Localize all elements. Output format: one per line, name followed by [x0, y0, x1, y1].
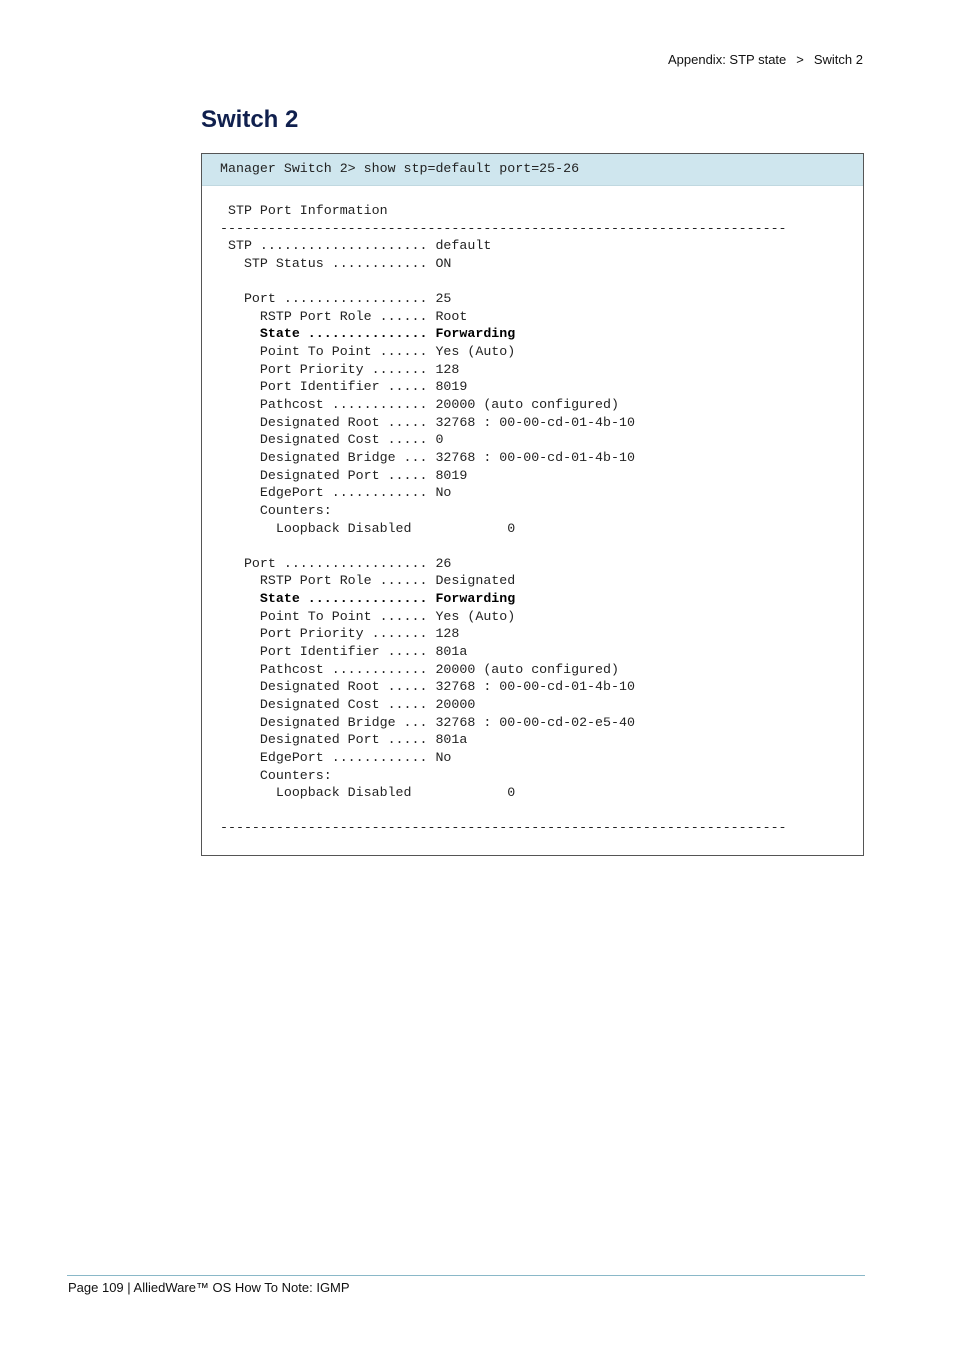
cli-output-line: Pathcost ............ 20000 (auto configured) [220, 661, 619, 677]
cli-output-line: STP Status ............ ON [220, 255, 452, 271]
cli-output-line: State ............... Forwarding [220, 326, 516, 342]
breadcrumb-separator: > [796, 52, 804, 67]
cli-output-line: Designated Cost ..... 20000 [220, 696, 476, 712]
cli-output-line: ----------------------------------------------------------------------- [220, 220, 787, 236]
cli-output [202, 186, 863, 837]
cli-output-line [220, 802, 863, 820]
cli-output-line: RSTP Port Role ...... Root [220, 308, 468, 324]
cli-output-line: Port .................. 26 [220, 555, 452, 571]
cli-output-line: Designated Bridge ... 32768 : 00-00-cd-01-4b-10 [220, 449, 635, 465]
cli-output-line: Counters: [220, 502, 332, 518]
cli-output-line: Port .................. 25 [220, 291, 452, 307]
page-title: Switch 2 [201, 106, 299, 133]
cli-output-line: EdgePort ............ No [220, 749, 452, 765]
cli-output-line: Designated Port ..... 8019 [220, 467, 468, 483]
cli-output-line: Counters: [220, 767, 332, 783]
cli-output-line: Port Identifier ..... 8019 [220, 379, 468, 395]
cli-output-line: State ............... Forwarding [220, 591, 516, 607]
cli-output-line: STP Port Information [220, 203, 388, 218]
cli-output-line: EdgePort ............ No [220, 485, 452, 501]
cli-output-line [220, 537, 863, 555]
cli-output-line [220, 273, 863, 291]
breadcrumb-section: Appendix: STP state [667, 52, 787, 67]
footer-divider [67, 1275, 865, 1276]
cli-output-line: Port Priority ....... 128 [220, 361, 460, 377]
footer-text: Page 109 | AlliedWare™ OS How To Note: IGMP [68, 1280, 350, 1295]
cli-output-line: Designated Bridge ... 32768 : 00-00-cd-02-e5-40 [220, 714, 635, 730]
cli-output-line: Loopback Disabled 0 [220, 785, 516, 801]
breadcrumb-current: Switch 2 [813, 52, 863, 67]
cli-output-line: RSTP Port Role ...... Designated [220, 573, 516, 589]
cli-command: Manager Switch 2> show stp=default port=25-26 [202, 154, 863, 186]
cli-output-line: ----------------------------------------------------------------------- [220, 820, 787, 836]
cli-output-line: Port Priority ....... 128 [220, 626, 460, 642]
cli-output-line: Pathcost ............ 20000 (auto configured) [220, 397, 619, 413]
cli-output-line: Designated Port ..... 801a [220, 732, 468, 748]
cli-output-line: Loopback Disabled 0 [220, 520, 516, 536]
cli-output-line: Designated Root ..... 32768 : 00-00-cd-01-4b-10 [220, 679, 635, 695]
cli-output-line: Designated Cost ..... 0 [220, 432, 444, 448]
cli-output-line: Designated Root ..... 32768 : 00-00-cd-01-4b-10 [220, 414, 635, 430]
cli-output-line: STP ..................... default [220, 238, 492, 254]
cli-output-line: Point To Point ...... Yes (Auto) [220, 608, 516, 624]
cli-output-line: Port Identifier ..... 801a [220, 644, 468, 660]
breadcrumb [668, 52, 863, 67]
cli-output-box [201, 153, 864, 856]
cli-output-line: Point To Point ...... Yes (Auto) [220, 344, 516, 360]
